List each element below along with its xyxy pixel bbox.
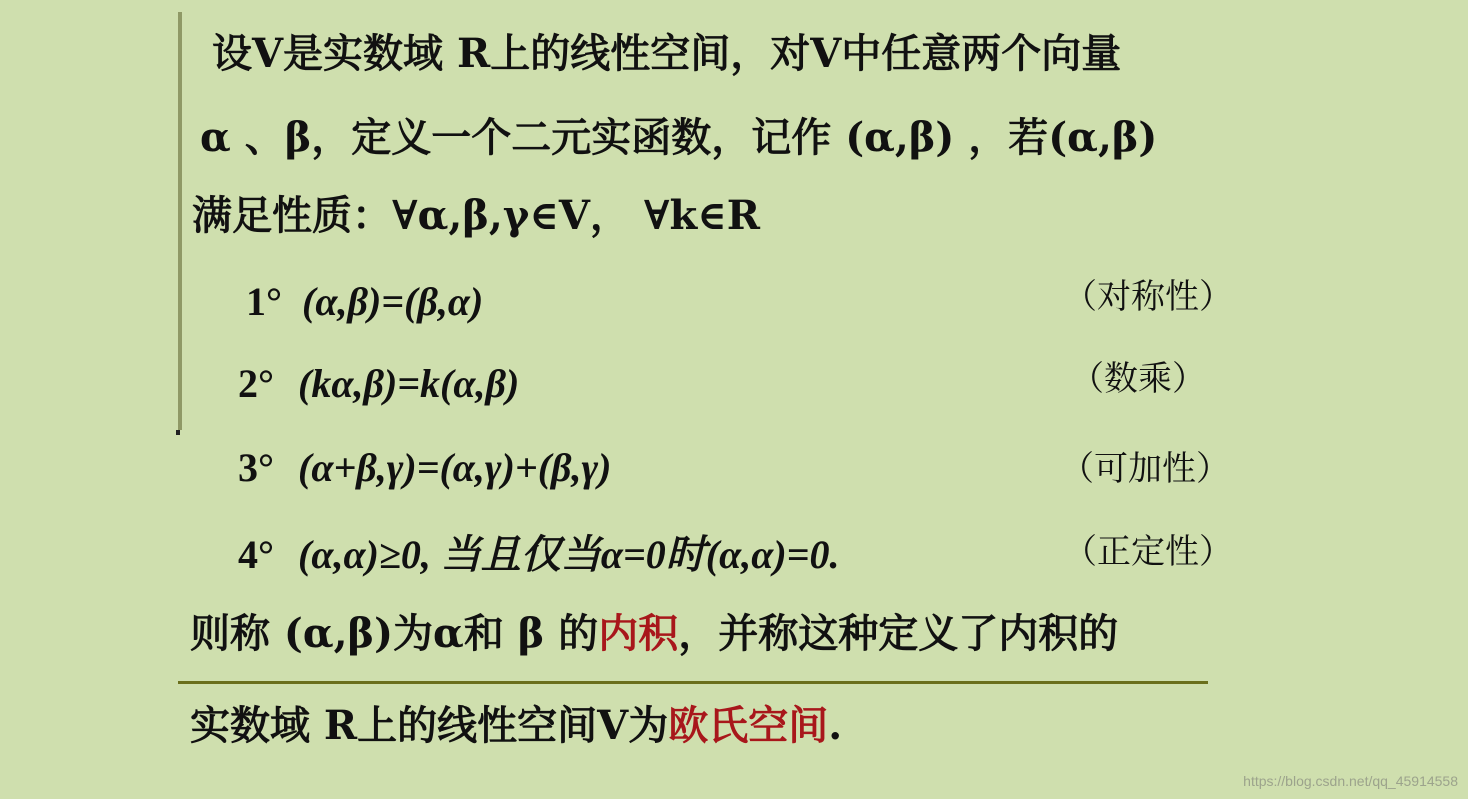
conclusion-line-1-start: 则称 (α,β)为α和 β 的 bbox=[190, 610, 599, 657]
property-4-name: （正定性） bbox=[1063, 532, 1233, 572]
property-3-formula: (α+β,γ)=(α,γ)+(β,γ) bbox=[298, 445, 612, 490]
conclusion-line-1 bbox=[190, 610, 1119, 657]
property-1-name: （对称性） bbox=[1063, 277, 1233, 317]
property-2-name: （数乘） bbox=[1070, 359, 1206, 399]
inner-product-term: 内积 bbox=[598, 610, 679, 657]
property-2-formula: (kα,β)=k(α,β) bbox=[298, 361, 520, 406]
conclusion-line-2-start: 实数域 R上的线性空间V为 bbox=[190, 702, 669, 749]
conclusion-line-2-end: . bbox=[828, 702, 843, 749]
property-4-index: 4° bbox=[238, 532, 274, 577]
property-3-name: （可加性） bbox=[1060, 449, 1230, 489]
property-4-formula: (α,α)≥0, 当且仅当α=0时(α,α)=0. bbox=[298, 532, 840, 577]
euclidean-space-term: 欧氏空间 bbox=[668, 702, 829, 749]
definition-line-3: 满足性质：∀α,β,γ∈V， ∀k∈R bbox=[192, 192, 761, 239]
horizontal-rule bbox=[178, 681, 1208, 684]
definition-line-1: 设V是实数域 R上的线性空间，对V中任意两个向量 bbox=[212, 30, 1122, 77]
left-accent-bar bbox=[178, 12, 182, 430]
definition-line-2: α 、β，定义一个二元实函数，记作 (α,β) ，若(α,β) bbox=[200, 114, 1158, 161]
conclusion-line-2 bbox=[190, 702, 843, 749]
property-1-formula: (α,β)=(β,α) bbox=[302, 279, 484, 324]
conclusion-line-1-end: ，并称这种定义了内积的 bbox=[678, 610, 1119, 657]
property-3-index: 3° bbox=[238, 445, 274, 490]
property-2-index: 2° bbox=[238, 361, 274, 406]
property-1-index: 1° bbox=[246, 279, 282, 324]
accent-bar-end bbox=[176, 430, 180, 435]
watermark: https://blog.csdn.net/qq_45914558 bbox=[1243, 773, 1458, 789]
